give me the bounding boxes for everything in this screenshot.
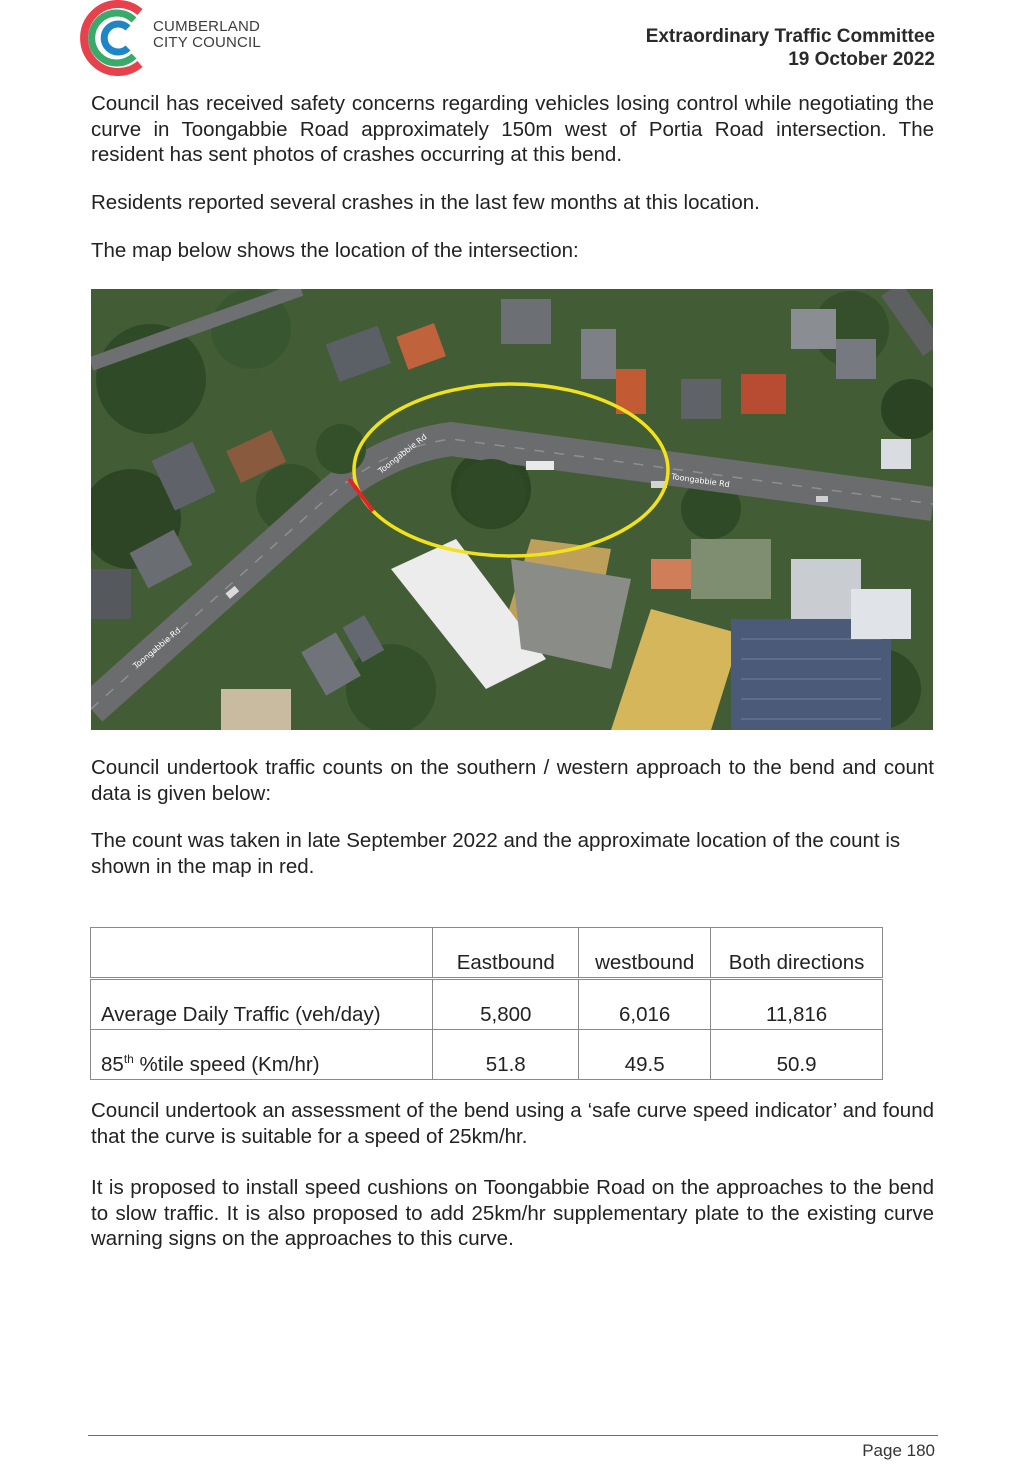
footer-divider	[88, 1435, 938, 1436]
aerial-map	[91, 289, 933, 730]
table-cell: 49.5	[579, 1030, 711, 1080]
paragraph-count-timing: The count was taken in late September 2022 and the approximate location of the count is shown in the map in red.	[91, 829, 901, 878]
label-text: %tile speed (Km/hr)	[133, 1053, 320, 1076]
table-cell: 5,800	[433, 979, 579, 1030]
committee-name: Extraordinary Traffic Committee	[645, 26, 935, 47]
council-logo-icon	[78, 0, 153, 76]
council-logo	[78, 0, 278, 76]
table-header-cell	[91, 928, 433, 979]
logo-line-1: CUMBERLAND	[153, 18, 261, 35]
paragraph-map-intro: The map below shows the location of the intersection:	[91, 239, 579, 262]
paragraph-safety-concerns: Council has received safety concerns regarding vehicles losing control while negotiating the curve in Toongabbie Road approximately 150m west of Portia Road intersection. The resident has sent photos of crashes occurring at this bend.	[91, 92, 934, 166]
table-row-label	[91, 1030, 433, 1080]
paragraph-curve-assessment: Council undertook an assessment of the bend using a ‘safe curve speed indicator’ and found that the curve is suitable for a speed of 25km/hr.	[91, 1099, 934, 1148]
table-header-cell: Eastbound	[433, 928, 579, 979]
table-cell: 51.8	[433, 1030, 579, 1080]
table-header-cell: westbound	[579, 928, 711, 979]
page-number: Page 180	[862, 1441, 935, 1460]
table-row	[91, 979, 883, 1030]
table-cell: 6,016	[579, 979, 711, 1030]
table-header-cell: Both directions	[711, 928, 883, 979]
logo-line-2: CITY COUNCIL	[153, 34, 261, 51]
table-row	[91, 1030, 883, 1080]
logo-text	[153, 19, 261, 51]
road-label-east: Toongabbie Rd	[670, 472, 731, 490]
aerial-map-image	[91, 289, 933, 730]
label-superscript: th	[123, 1052, 134, 1067]
meeting-date: 19 October 2022	[788, 49, 935, 70]
table-cell: 11,816	[711, 979, 883, 1030]
road-label-south: Toongabbie Rd	[131, 625, 183, 671]
paragraph-proposal: It is proposed to install speed cushions on Toongabbie Road on the approaches to the bend to slow traffic. It is also proposed to add 25km/hr supplementary plate to the existing curve warning signs on the approaches to this curve.	[91, 1176, 934, 1250]
table-cell: 50.9	[711, 1030, 883, 1080]
paragraph-traffic-counts: Council undertook traffic counts on the southern / western approach to the bend and count data is given below:	[91, 756, 934, 805]
traffic-count-table	[90, 927, 883, 1080]
paragraph-crash-reports: Residents reported several crashes in the last few months at this location.	[91, 191, 760, 214]
table-row-label: Average Daily Traffic (veh/day)	[91, 979, 433, 1030]
table-header-row	[91, 928, 883, 979]
label-number: 85	[101, 1053, 124, 1076]
document-header	[646, 25, 935, 71]
road-label-curve: Toongabbie Rd	[376, 432, 429, 476]
